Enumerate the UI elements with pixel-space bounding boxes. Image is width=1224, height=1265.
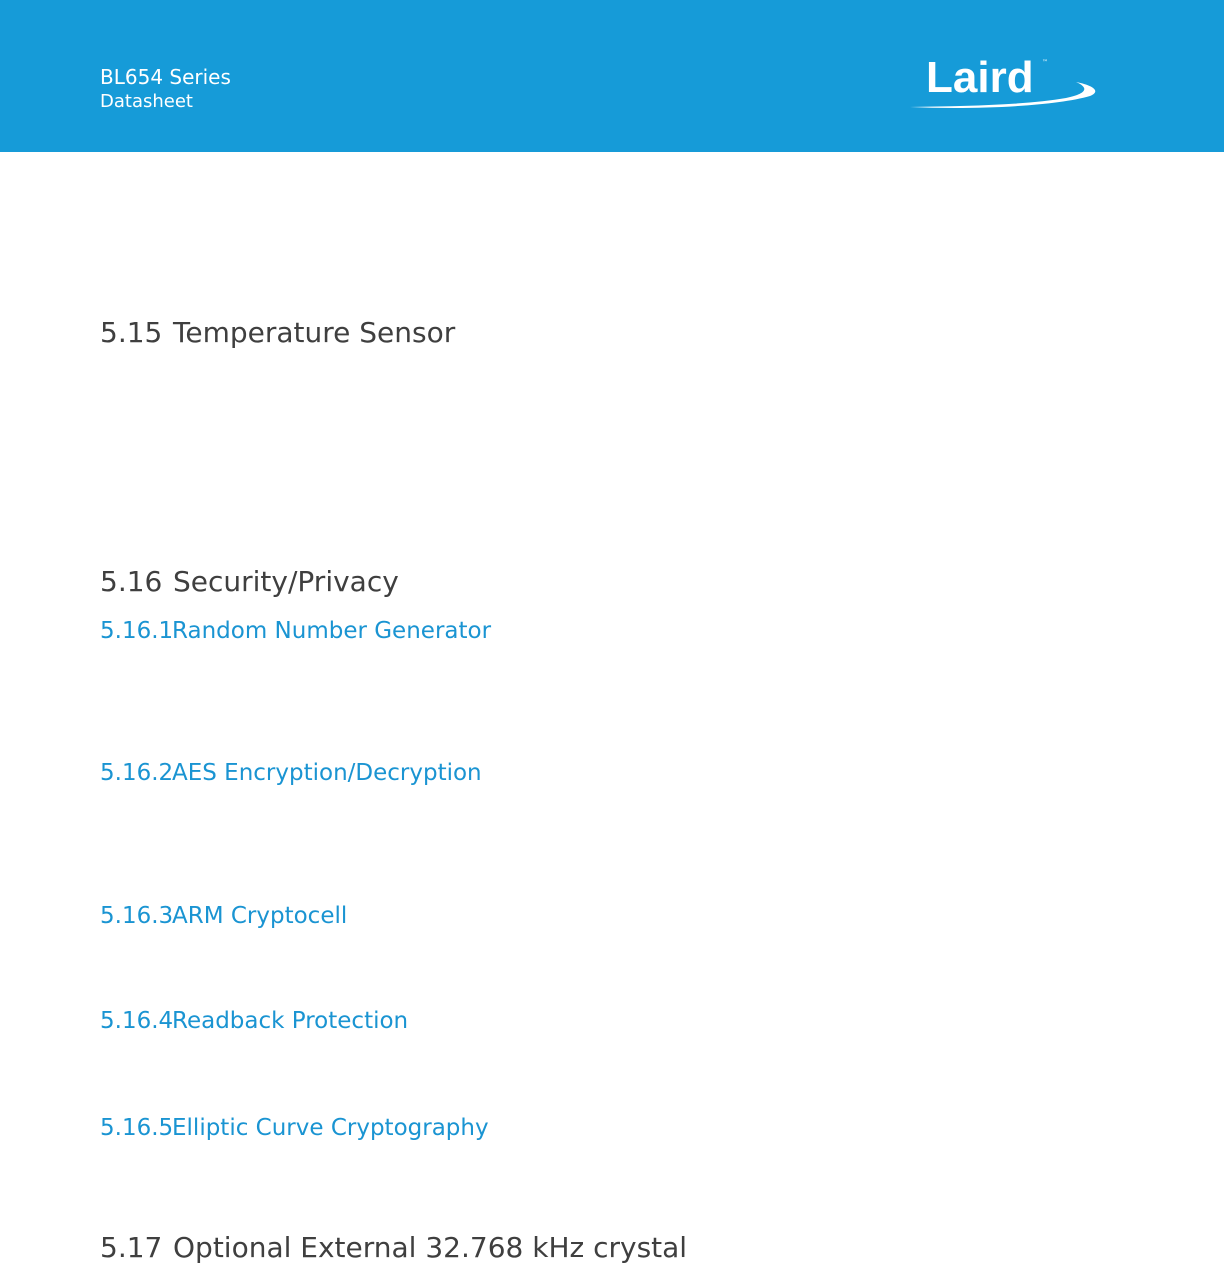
document-type: Datasheet [100, 91, 193, 112]
product-series: BL654 Series [100, 65, 231, 89]
section-title: Optional External 32.768 kHz crystal [173, 1231, 688, 1264]
subsection-title: ARM Cryptocell [172, 903, 348, 929]
section-number: 5.16 [100, 565, 163, 598]
subsection-title: Readback Protection [172, 1008, 409, 1034]
heading-5-16-5 [100, 1114, 489, 1142]
logo-wordmark: Laird [926, 53, 1034, 102]
heading-5-16-1 [100, 617, 491, 645]
section-title: Temperature Sensor [173, 316, 456, 349]
page-header [0, 0, 1224, 152]
subsection-number: 5.16.3 [100, 903, 174, 929]
section-number: 5.15 [100, 316, 163, 349]
heading-5-17 [100, 1231, 687, 1265]
section-title: Security/Privacy [173, 565, 399, 598]
subsection-number: 5.16.2 [100, 760, 174, 786]
subsection-number: 5.16.4 [100, 1008, 174, 1034]
laird-logo [906, 52, 1102, 118]
subsection-number: 5.16.5 [100, 1115, 174, 1141]
subsection-title: AES Encryption/Decryption [172, 760, 482, 786]
heading-5-16-4 [100, 1007, 408, 1035]
subsection-title: Elliptic Curve Cryptography [172, 1115, 489, 1141]
heading-5-15 [100, 316, 455, 350]
heading-5-16-2 [100, 759, 482, 787]
logo-trademark: ™ [1042, 59, 1048, 66]
heading-5-16 [100, 565, 399, 599]
subsection-title: Random Number Generator [172, 618, 492, 644]
section-number: 5.17 [100, 1231, 163, 1264]
heading-5-16-3 [100, 902, 347, 930]
subsection-number: 5.16.1 [100, 618, 174, 644]
